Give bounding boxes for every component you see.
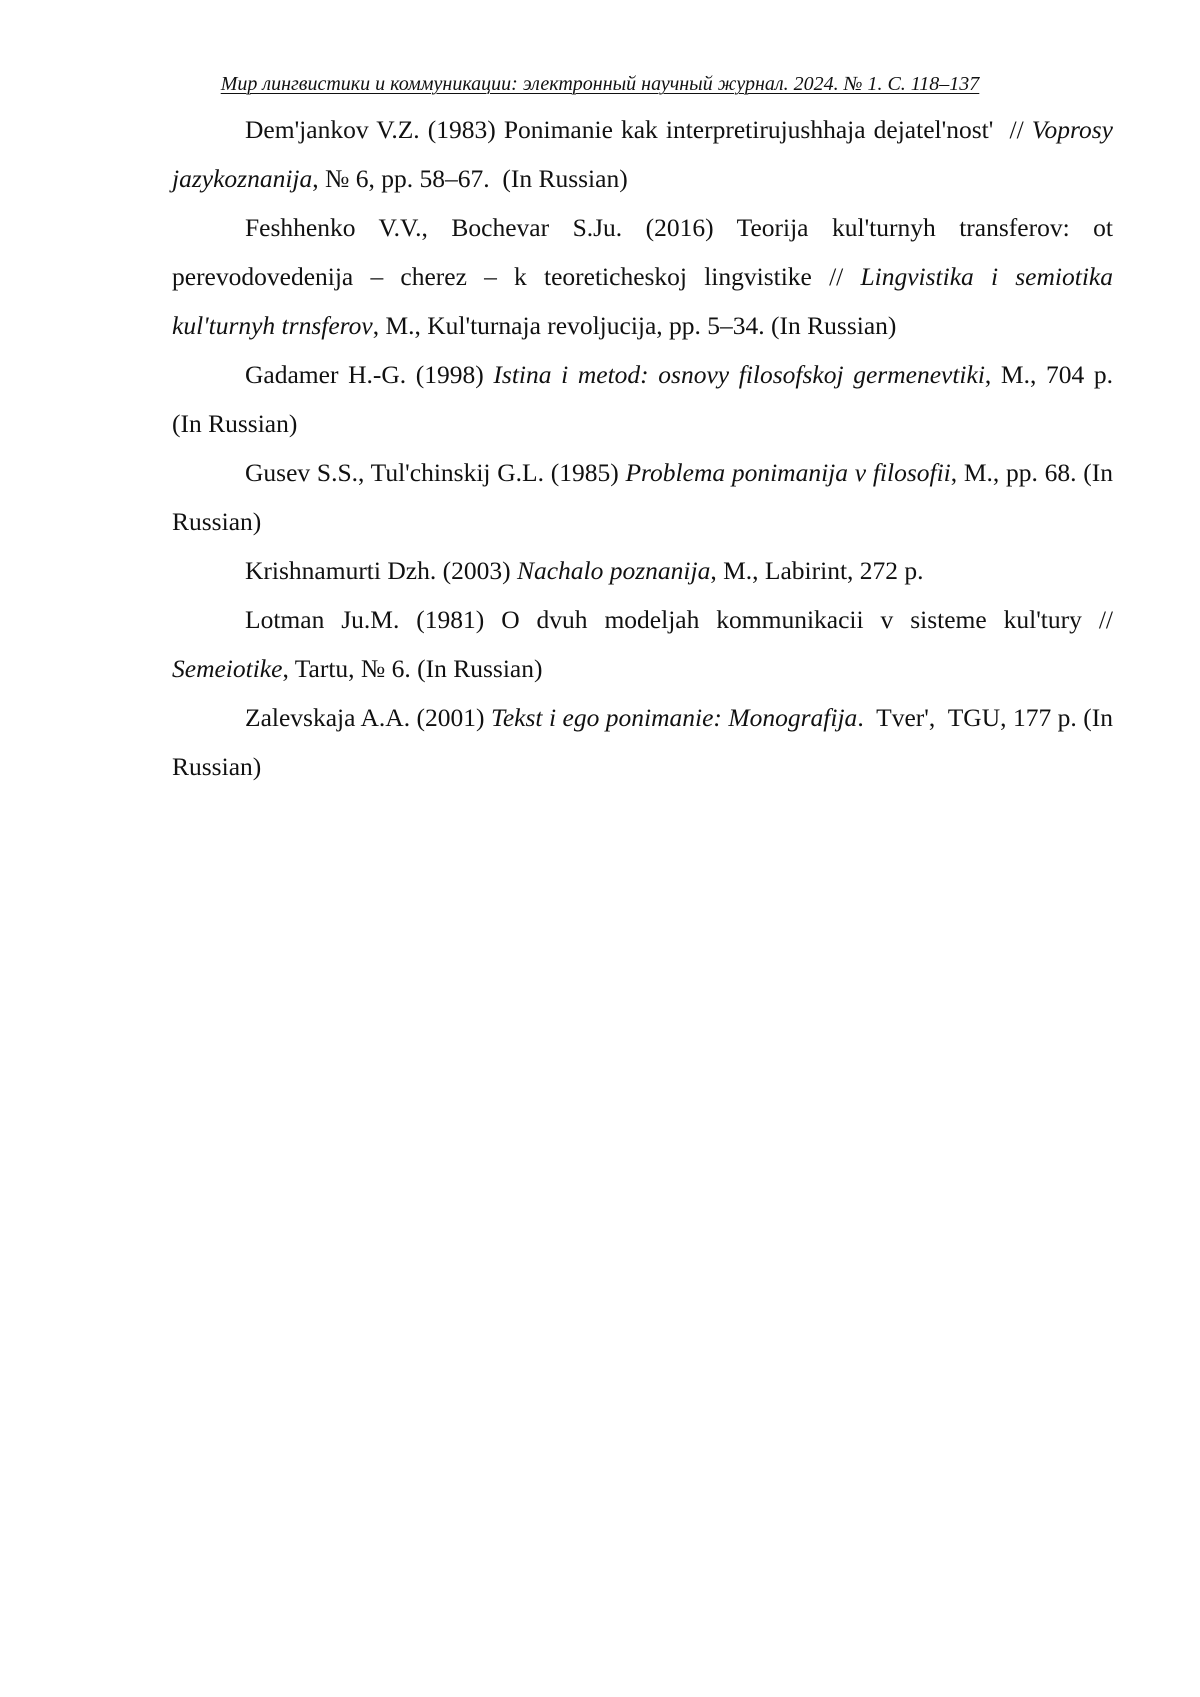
reference-entry bbox=[172, 203, 1120, 350]
reference-title: Problema ponimanija v filosofii bbox=[625, 458, 951, 487]
reference-lead: Krishnamurti Dzh. (2003) bbox=[245, 556, 517, 585]
reference-title: Voprosy jazykoznanija bbox=[172, 115, 1113, 193]
reference-lead: Feshhenko V.V., Bochevar S.Ju. (2016) Teorija kul'turnyh transferov: ot perevodovedenija – cherez – k teoreticheskoj lingvistike // bbox=[172, 213, 1120, 291]
reference-tail: . Tver', TGU, 177 p. (In Russian) bbox=[172, 703, 1120, 781]
reference-title: Lingvistika i semiotika kul'turnyh trnsferov bbox=[172, 262, 1113, 340]
reference-tail: , Tartu, № 6. (In Russian) bbox=[282, 654, 543, 683]
reference-tail: , M., Kul'turnaja revoljucija, pp. 5–34. (In Russian) bbox=[372, 311, 897, 340]
reference-tail: , M., 704 p. (In Russian) bbox=[172, 360, 1120, 438]
reference-lead: Gadamer H.-G. (1998) bbox=[245, 360, 494, 389]
reference-title: Nachalo poznanija bbox=[516, 556, 711, 585]
reference-tail: , M., pp. 68. (In Russian) bbox=[172, 458, 1120, 536]
reference-lead: Dem'jankov V.Z. (1983) Ponimanie kak interpretirujushhaja dejatel'nost' // bbox=[245, 115, 1032, 144]
reference-title: Semeiotike bbox=[172, 654, 283, 683]
reference-lead: Lotman Ju.M. (1981) O dvuh modeljah kommunikacii v sisteme kul'tury // bbox=[245, 605, 1120, 634]
reference-lead: Zalevskaja A.A. (2001) bbox=[245, 703, 491, 732]
running-header: Мир лингвистики и коммуникации: электронный научный журнал. 2024. № 1. С. 118–137 bbox=[220, 73, 980, 95]
reference-entry bbox=[172, 105, 1113, 203]
reference-tail: , M., Labirint, 272 p. bbox=[710, 556, 924, 585]
reference-entry bbox=[172, 546, 1113, 595]
reference-title: Istina i metod: osnovy filosofskoj germenevtiki bbox=[493, 360, 985, 389]
reference-entry bbox=[172, 448, 1120, 546]
reference-title: Tekst i ego ponimanie: Monografija bbox=[491, 703, 858, 732]
reference-entry bbox=[172, 350, 1120, 448]
reference-lead: Gusev S.S., Tul'chinskij G.L. (1985) bbox=[245, 458, 626, 487]
reference-list bbox=[172, 105, 1120, 791]
reference-tail: , № 6, pp. 58–67. (In Russian) bbox=[312, 164, 628, 193]
reference-entry bbox=[172, 595, 1120, 693]
reference-entry bbox=[172, 693, 1120, 791]
